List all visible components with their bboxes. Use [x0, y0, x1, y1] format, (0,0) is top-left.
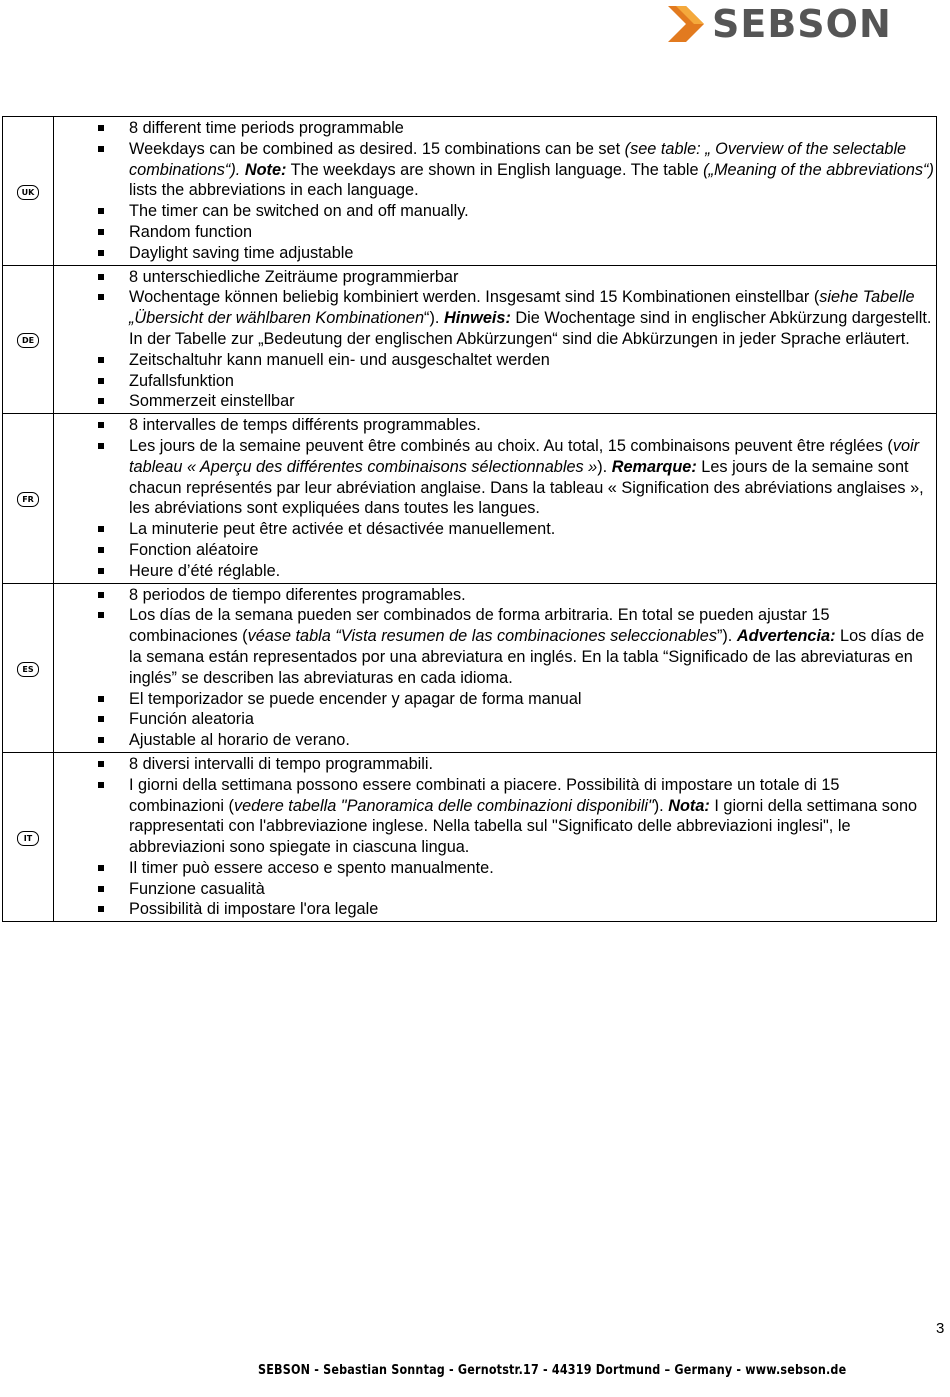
- page-number: 3: [936, 1320, 945, 1337]
- feature-text: Nota:: [668, 796, 710, 815]
- feature-text: ”).: [716, 627, 737, 646]
- feature-text: lists the abbreviations in each language.: [129, 181, 419, 200]
- feature-list-cell: [54, 752, 937, 921]
- feature-item: [94, 415, 936, 436]
- section-row-es: [3, 583, 937, 752]
- feature-text: Los días de la semana pueden ser combinados de forma arbitraria. En total se pueden ajustar 15 combinaciones (: [129, 606, 830, 646]
- feature-item: [94, 118, 936, 139]
- feature-text: The timer can be switched on and off manually.: [129, 202, 469, 221]
- language-cell: [3, 583, 54, 752]
- feature-item: [94, 519, 936, 540]
- feature-text: 8 periodos de tiempo diferentes programables.: [129, 585, 466, 604]
- section-row-fr: [3, 414, 937, 583]
- feature-text: Possibilità di impostare l'ora legale: [129, 900, 379, 919]
- feature-text: véase tabla “Vista resumen de las combinaciones seleccionables: [247, 627, 717, 646]
- feature-item: [94, 287, 936, 349]
- feature-list: [54, 584, 936, 752]
- feature-text: Función aleatoria: [129, 710, 254, 729]
- feature-text: Remarque:: [611, 457, 697, 476]
- feature-item: [94, 709, 936, 730]
- language-cell: [3, 752, 54, 921]
- feature-text: Zufallsfunktion: [129, 371, 234, 390]
- feature-text: “).: [424, 309, 444, 328]
- chevron-logo-icon: [664, 4, 710, 44]
- feature-text: Hinweis:: [443, 309, 511, 328]
- footer-address: SEBSON - Sebastian Sonntag - Gernotstr.17 - 44319 Dortmund – Germany - www.sebson.de: [258, 1363, 847, 1378]
- feature-text: Wochentage können beliebig kombiniert werden. Insgesamt sind 15 Kombinationen einstellbar (: [129, 288, 820, 307]
- feature-item: [94, 243, 936, 264]
- feature-list-cell: [54, 583, 937, 752]
- feature-text: (see table: „ Overview of the selectable combinations“).: [129, 139, 907, 179]
- logo-text: SEBSON: [712, 2, 892, 46]
- feature-text: Note:: [244, 160, 287, 179]
- feature-list: [54, 266, 936, 414]
- language-badge-icon: DE: [17, 333, 39, 348]
- feature-item: [94, 540, 936, 561]
- feature-list: [54, 414, 936, 582]
- language-badge-icon: FR: [17, 492, 39, 507]
- feature-item: [94, 139, 936, 201]
- feature-text: voir tableau « Aperçu des différentes combinaisons sélectionnables »: [129, 436, 920, 476]
- feature-text: El temporizador se puede encender y apagar de forma manual: [129, 689, 582, 708]
- feature-item: [94, 222, 936, 243]
- feature-item: [94, 371, 936, 392]
- language-cell: [3, 414, 54, 583]
- feature-text: 8 unterschiedliche Zeiträume programmierbar: [129, 267, 459, 286]
- feature-item: [94, 201, 936, 222]
- feature-text: Heure d’été réglable.: [129, 561, 281, 580]
- feature-text: Funzione casualità: [129, 879, 265, 898]
- feature-list-cell: [54, 117, 937, 266]
- feature-text: 8 diversi intervalli di tempo programmabili.: [129, 754, 434, 773]
- feature-text: Ajustable al horario de verano.: [129, 731, 350, 750]
- feature-text: Sommerzeit einstellbar: [129, 392, 295, 411]
- feature-text: Zeitschaltuhr kann manuell ein- und ausgeschaltet werden: [129, 350, 550, 369]
- feature-text: Daylight saving time adjustable: [129, 243, 354, 262]
- feature-text: Les jours de la semaine sont chacun représentés par leur abréviation anglaise. Dans la tableau « Signification des abréviations anglaises », les abréviations sont expliquées dans toutes les langues.: [129, 457, 924, 518]
- language-badge-icon: UK: [17, 185, 39, 200]
- section-row-uk: [3, 117, 937, 266]
- feature-item: [94, 775, 936, 858]
- feature-item: [94, 350, 936, 371]
- feature-text: Los días de la semana están representados por una abreviatura en inglés. En la tabla “Significado de las abreviaturas en inglés” se describen las abreviaturas en cada idioma.: [129, 627, 925, 687]
- feature-item: [94, 879, 936, 900]
- feature-text: Fonction aléatoire: [129, 540, 259, 559]
- feature-item: [94, 754, 936, 775]
- feature-item: [94, 899, 936, 920]
- feature-text: 8 different time periods programmable: [129, 119, 404, 137]
- feature-text: Random function: [129, 222, 253, 241]
- feature-list-cell: [54, 414, 937, 583]
- feature-item: [94, 858, 936, 879]
- feature-text: ).: [597, 457, 612, 476]
- feature-text: vedere tabella "Panoramica delle combinazioni disponibili": [233, 796, 654, 815]
- feature-text: Il timer può essere acceso e spento manualmente.: [129, 858, 494, 877]
- feature-table: [2, 116, 937, 922]
- feature-text: ).: [653, 796, 669, 815]
- feature-text: siehe Tabelle „Übersicht der wählbaren Kombinationen: [129, 288, 915, 328]
- feature-text: Les jours de la semaine peuvent être combinés au choix. Au total, 15 combinaisons peuvent être réglées (: [129, 436, 893, 455]
- language-badge-icon: IT: [17, 831, 39, 846]
- feature-item: [94, 689, 936, 710]
- feature-item: [94, 391, 936, 412]
- feature-list-cell: [54, 265, 937, 414]
- language-badge-icon: ES: [17, 662, 39, 677]
- feature-text: Advertencia:: [736, 627, 836, 646]
- section-row-de: [3, 265, 937, 414]
- feature-text: Die Wochentage sind in englischer Abkürzung dargestellt. In der Tabelle zur „Bedeutung der englischen Abkürzungen“ sind die Abkürzungen in jeder Sprache erläutert.: [129, 309, 932, 348]
- feature-text: („Meaning of the abbreviations“): [703, 160, 934, 179]
- feature-item: [94, 267, 936, 288]
- feature-text: I giorni della settimana possono essere combinati a piacere. Possibilità di impostare un totale di 15 combinazioni (: [129, 775, 840, 815]
- language-cell: [3, 265, 54, 414]
- feature-item: [94, 730, 936, 751]
- language-cell: [3, 117, 54, 266]
- feature-text: The weekdays are shown in English language. The table: [286, 160, 704, 179]
- feature-text: I giorni della settimana sono rappresentati con l'abbreviazione inglese. Nella tabella sul "Significato delle abbreviazioni inglesi", le abbreviazioni sono spiegate in ciascuna lingua.: [129, 796, 918, 857]
- feature-item: [94, 436, 936, 519]
- sebson-logo: [664, 4, 904, 44]
- feature-list: [54, 753, 936, 921]
- feature-text: Weekdays can be combined as desired. 15 combinations can be set: [129, 139, 625, 158]
- section-row-it: [3, 752, 937, 921]
- feature-text: 8 intervalles de temps différents programmables.: [129, 416, 481, 435]
- feature-text: La minuterie peut être activée et désactivée manuellement.: [129, 520, 556, 539]
- feature-list: [54, 117, 936, 265]
- feature-item: [94, 561, 936, 582]
- feature-item: [94, 605, 936, 688]
- feature-item: [94, 585, 936, 606]
